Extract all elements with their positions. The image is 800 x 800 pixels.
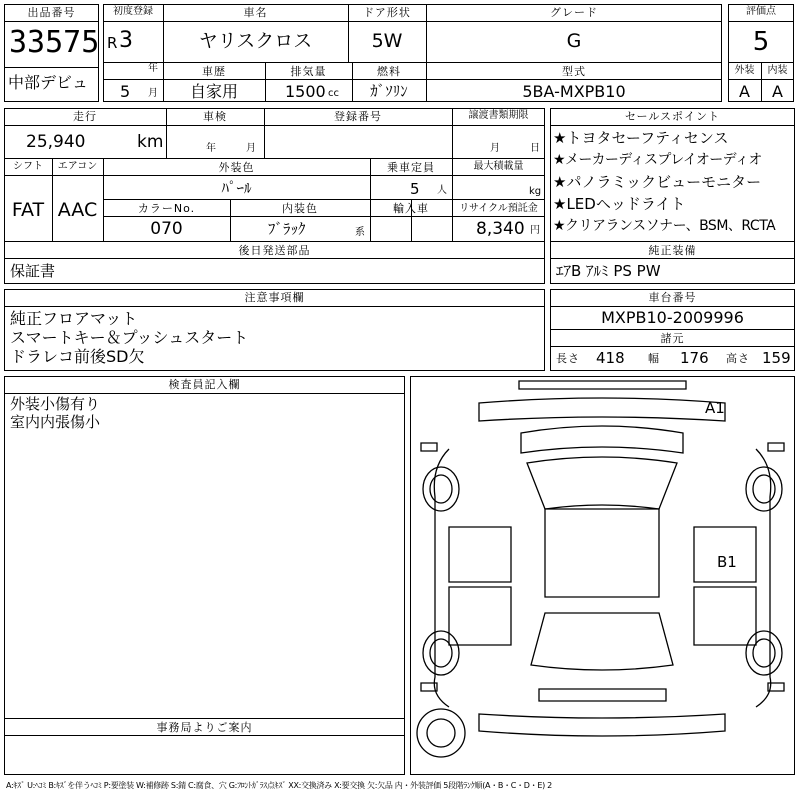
note-line-2: スマートキー＆プッシュスタート <box>10 328 249 347</box>
fuel: ｶﾞｿﾘﾝ <box>370 82 408 100</box>
max-load-label: 最大積載量 <box>473 161 524 172</box>
left-side <box>434 449 449 707</box>
recycle: 8,340 <box>476 219 525 239</box>
era: R <box>107 34 118 52</box>
registration-label: 登録番号 <box>334 110 382 123</box>
model-label: 型式 <box>562 65 586 78</box>
inspection-year-unit: 年 <box>206 143 216 154</box>
notes-label: 注意事項欄 <box>244 291 305 304</box>
venue: 中部デビュ <box>8 73 89 92</box>
mileage: 25,940 <box>26 132 86 152</box>
capacity-unit: 人 <box>437 185 447 196</box>
capacity: 5 <box>410 180 420 198</box>
sales-point-2: ★メーカーディスプレイオーディオ <box>553 152 762 168</box>
capacity-label: 乗車定員 <box>387 161 435 174</box>
interior-grade: A <box>772 82 783 101</box>
equipment: ｴｱB ｱﾙﾐ PS PW <box>556 262 661 280</box>
inspection-label: 車検 <box>203 110 227 123</box>
import-label: 輸入車 <box>393 202 429 215</box>
recycle-label: リサイクル預託金 <box>459 203 538 214</box>
damage-mark-a1: A1 <box>705 399 725 417</box>
interior-color-label: 内装色 <box>282 202 318 215</box>
note-line-1: 純正フロアマット <box>10 309 138 328</box>
equipment-label: 純正装備 <box>648 244 697 257</box>
first-reg-label: 初度登録 <box>113 6 153 17</box>
transfer-label: 譲渡書類期限 <box>468 110 529 121</box>
length: 418 <box>596 349 625 367</box>
chassis-number: MXPB10-2009996 <box>601 308 744 327</box>
displacement: 1500 <box>285 82 326 101</box>
car-outline <box>411 377 794 774</box>
sales-points-label: セールスポイント <box>624 110 720 123</box>
exterior-grade: A <box>739 82 750 101</box>
grade-label: グレード <box>550 6 598 19</box>
door-type: 5W <box>371 30 403 52</box>
width-label: 幅 <box>648 352 660 365</box>
chassis-label: 車台番号 <box>648 291 697 304</box>
grade: G <box>566 30 582 52</box>
inspection-month-unit: 月 <box>246 143 256 154</box>
lot-number: 33575 <box>9 25 100 60</box>
reg-month: 5 <box>120 82 131 101</box>
height: 159 <box>762 349 791 367</box>
reg-year: 3 <box>119 28 133 53</box>
car-name-label: 車名 <box>243 6 268 19</box>
roof <box>545 509 659 597</box>
lot-label: 出品番号 <box>27 6 76 19</box>
later-parts-label: 後日発送部品 <box>238 244 311 257</box>
front-panel <box>479 398 725 421</box>
interior-color: ﾌﾞﾗｯｸ <box>268 220 306 238</box>
color-no: 070 <box>150 219 183 239</box>
inspector-line-1: 外装小傷有り <box>10 395 101 413</box>
recycle-unit: 円 <box>530 225 540 236</box>
transfer-day-unit: 日 <box>530 143 540 154</box>
mileage-label: 走行 <box>73 110 97 123</box>
displacement-label: 排気量 <box>290 65 327 78</box>
history-label: 車歴 <box>202 65 226 78</box>
office-label: 事務局よりご案内 <box>156 721 253 734</box>
front-bumper <box>519 381 686 389</box>
inspector-box <box>4 376 405 775</box>
transfer-month-unit: 月 <box>490 143 500 154</box>
rear-plate <box>539 689 666 701</box>
inspector-label: 検査員記入欄 <box>168 378 241 391</box>
sales-point-5: ★クリアランスソナー、BSM、RCTA <box>553 218 776 234</box>
exterior-color: ﾊﾟｰﾙ <box>221 179 252 197</box>
note-line-3: ドラレコ前後SD欠 <box>10 347 145 366</box>
legend: A:ｷｽﾞ U:ﾍｺﾐ B:ｷｽﾞを伴うﾍｺﾐ P:要塗装 W:補修跡 S:錆 C:腐食、穴 G:ﾌﾛﾝﾄｶﾞﾗｽ点ｷｽﾞ XX:交換済み X:要交換 欠:欠品 内・外装評価 5段階ﾗﾝｸ順(A・B・C・D・E) 2 <box>6 781 552 790</box>
aircon-label: エアコン <box>57 161 98 172</box>
later-parts: 保証書 <box>10 262 56 280</box>
rear-window <box>531 613 673 670</box>
model: 5BA-MXPB10 <box>522 82 626 101</box>
exterior-label: 外装 <box>734 65 755 76</box>
car-name: ヤリスクロス <box>198 30 313 52</box>
displacement-unit: cc <box>328 88 339 99</box>
left-rear-door <box>449 587 511 645</box>
sales-point-3: ★パノラミックビューモニター <box>553 173 762 191</box>
score: 5 <box>752 27 770 57</box>
length-label: 長さ <box>556 352 580 365</box>
mileage-unit: km <box>137 132 164 152</box>
rear-panel <box>479 714 725 736</box>
sales-point-4: ★LEDヘッドライト <box>553 195 686 213</box>
height-label: 高さ <box>726 352 750 365</box>
score-label: 評価点 <box>746 6 776 17</box>
exterior-color-label: 外装色 <box>218 161 255 174</box>
interior-color-unit: 系 <box>355 227 365 238</box>
specs-label: 諸元 <box>660 332 685 345</box>
damage-mark-b1: B1 <box>717 553 737 571</box>
shift: FAT <box>11 199 45 221</box>
color-no-label: カラーNo. <box>137 202 196 215</box>
right-side <box>756 449 771 707</box>
interior-label: 内装 <box>767 65 788 76</box>
right-rear-door <box>694 587 756 645</box>
month-unit: 月 <box>148 88 158 99</box>
shift-label: シフト <box>13 161 43 172</box>
max-load-unit: kg <box>529 186 542 197</box>
sales-point-1: ★トヨタセーフティセンス <box>553 129 729 147</box>
year-unit: 年 <box>148 63 158 74</box>
fuel-label: 燃料 <box>377 65 401 78</box>
windshield <box>527 457 677 509</box>
hood <box>521 426 683 453</box>
aircon: AAC <box>57 199 98 221</box>
width: 176 <box>680 349 709 367</box>
car-diagram <box>410 376 795 775</box>
left-front-door <box>449 527 511 582</box>
history: 自家用 <box>189 82 238 101</box>
door-label: ドア形状 <box>363 6 411 19</box>
inspector-line-2: 室内内張傷小 <box>10 413 101 431</box>
